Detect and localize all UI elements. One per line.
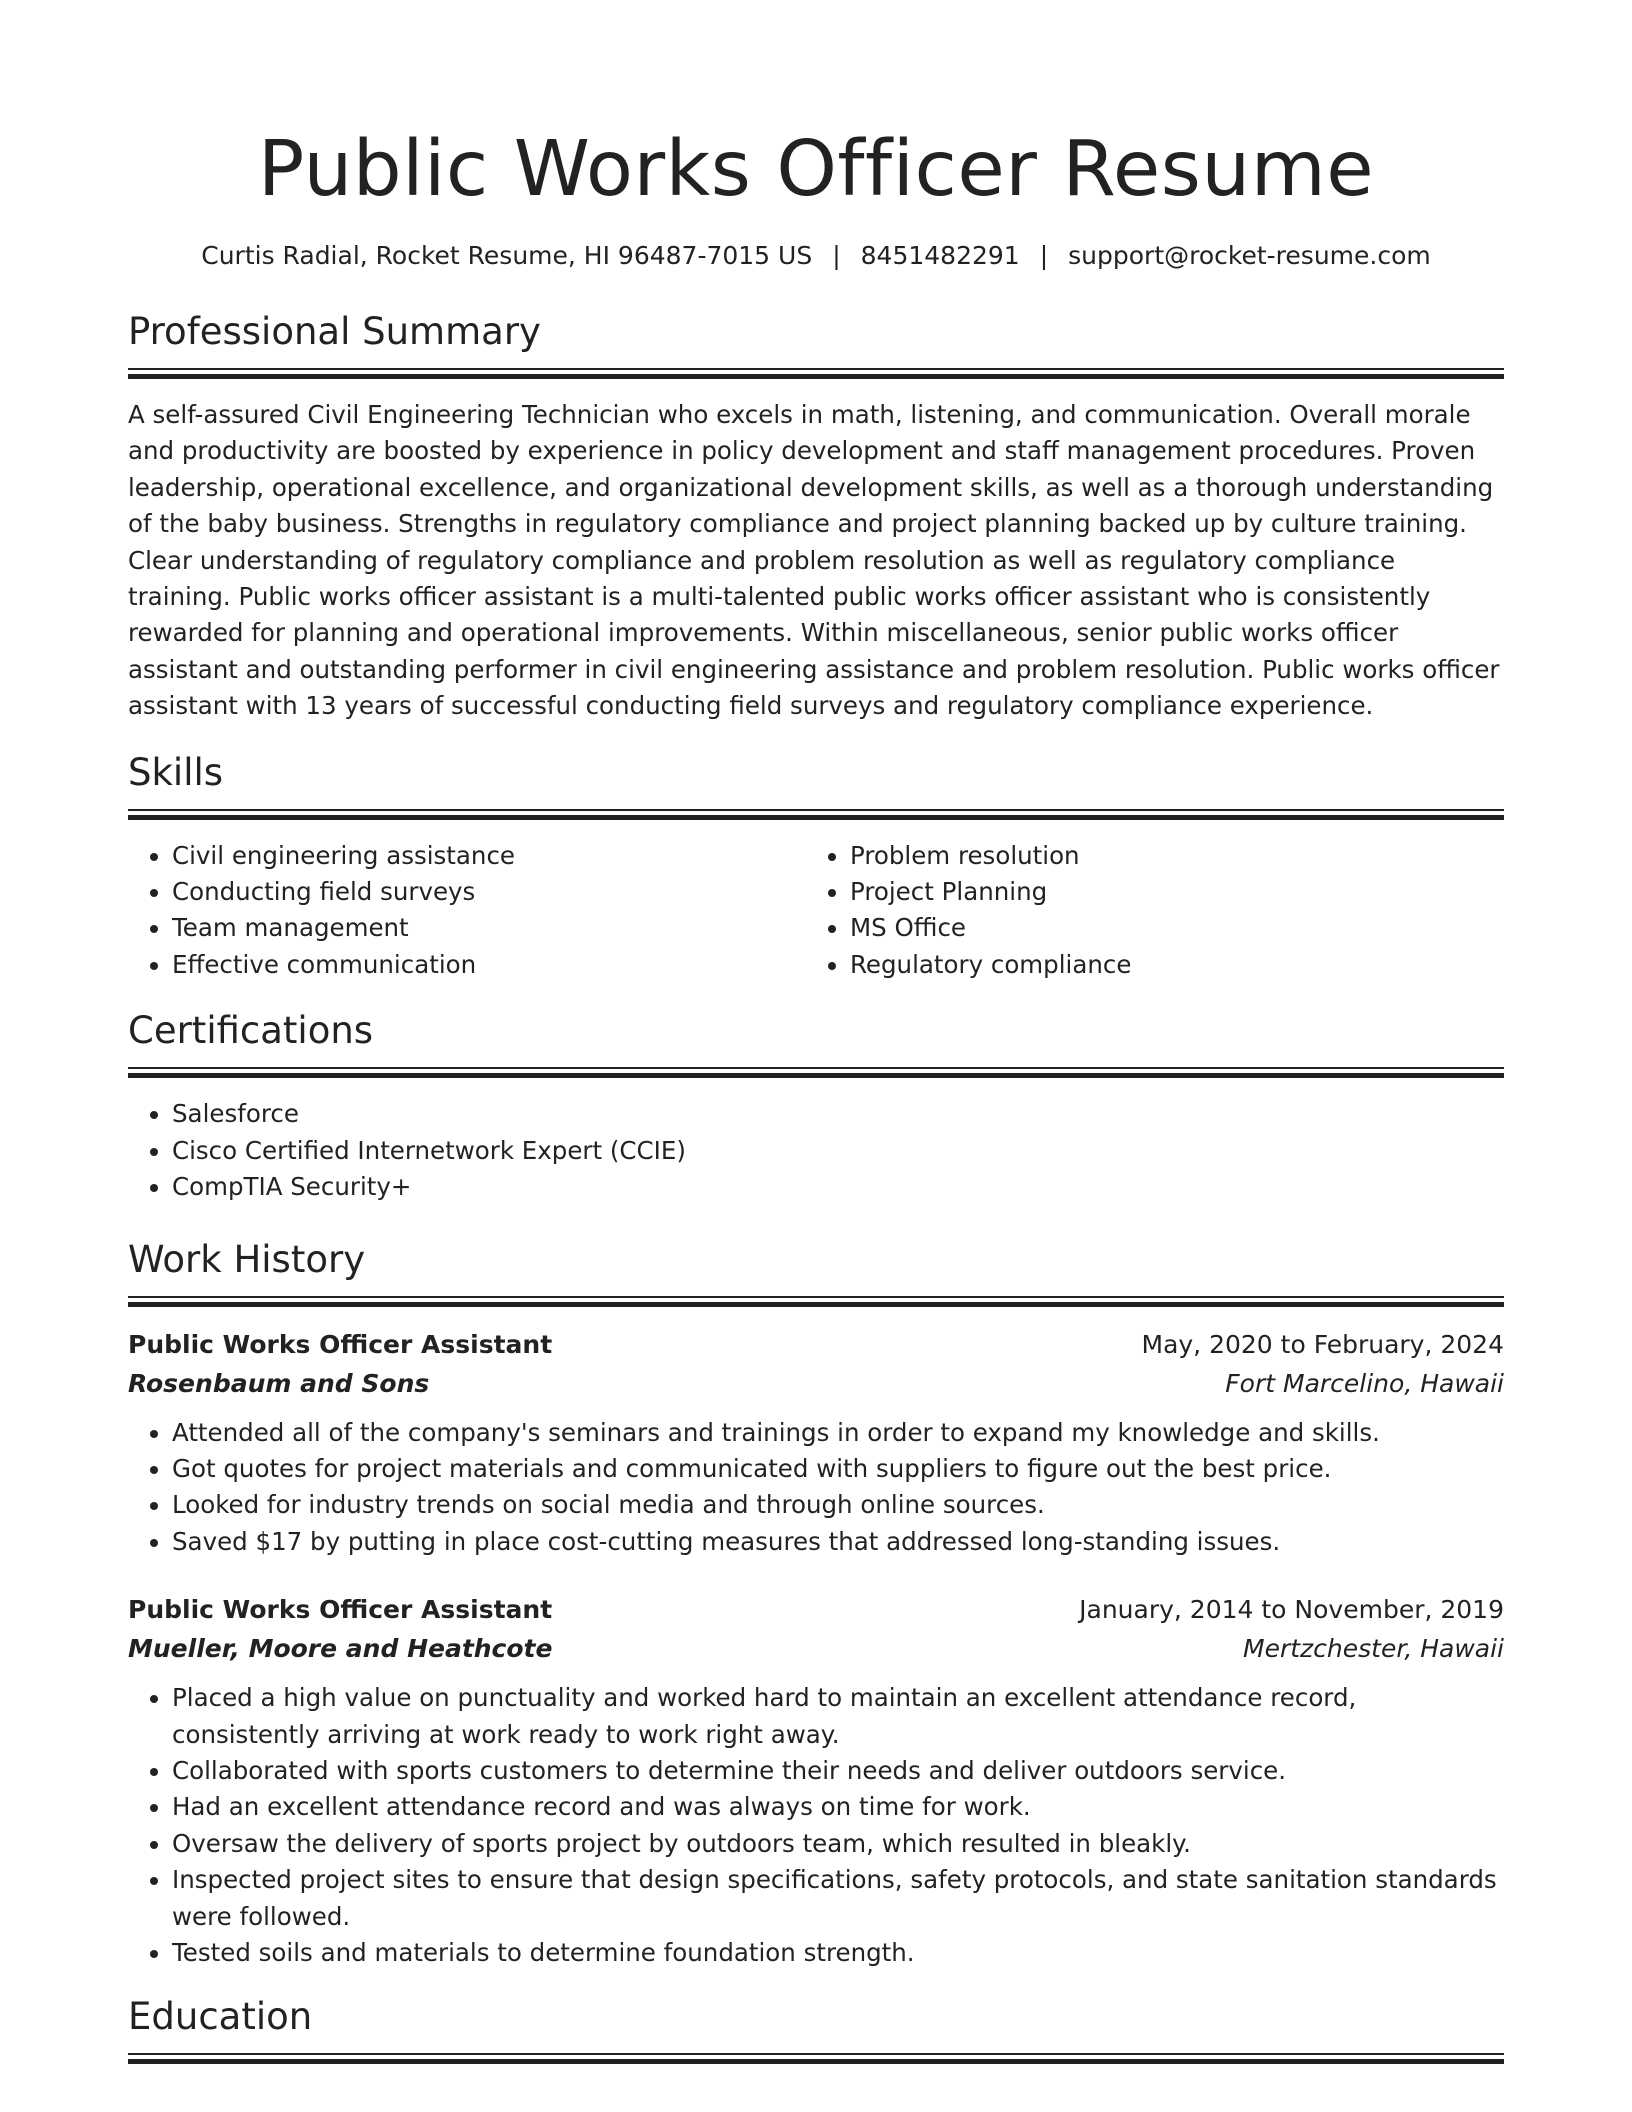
resume-page	[128, 0, 1504, 2082]
summary-heading: Professional Summary	[128, 310, 541, 353]
job-entry	[128, 1325, 1504, 1561]
skill-item: • Civil engineering assistance	[172, 838, 806, 874]
job-bullets	[128, 1415, 1504, 1561]
section-divider	[128, 1296, 1504, 1307]
contact-email: support@rocket-resume.com	[1068, 241, 1431, 270]
section-divider	[128, 1067, 1504, 1078]
contact-line	[128, 238, 1504, 274]
skill-item: • Project Planning	[850, 874, 1484, 910]
job-dates: May, 2020 to February, 2024	[1141, 1329, 1504, 1359]
certifications-heading: Certifications	[128, 1009, 374, 1053]
job-location: Fort Marcelino, Hawaii	[1225, 1368, 1504, 1398]
job-bullets	[128, 1680, 1504, 1971]
skills-heading: Skills	[128, 750, 224, 794]
job-header	[128, 1325, 1504, 1364]
job-header	[128, 1590, 1504, 1629]
certifications-section	[128, 1007, 1504, 1205]
work-history-heading: Work History	[128, 1237, 366, 1281]
job-bullet: • Got quotes for project materials and communicated with suppliers to figure out the best price.	[172, 1451, 1504, 1487]
summary-text: A self-assured Civil Engineering Technician who excels in math, listening, and communication. Overall morale and productivity are boosted by experience in policy development and staff management procedures. Proven leadership, operational excellence, and organizational development skills, as well as a thorough understanding of the baby business. Strengths in regulatory compliance and project planning backed up by culture training. Clear understanding of regulatory compliance and problem resolution as well as regulatory compliance training. Public works officer assistant is a multi-talented public works officer assistant who is consistently rewarded for planning and operational improvements. Within miscellaneous, senior public works officer assistant and outstanding performer in civil engineering assistance and problem resolution. Public works officer assistant with 13 years of successful conducting field surveys and regulatory compliance experience.	[128, 400, 1500, 721]
contact-address: Curtis Radial, Rocket Resume, HI 96487-7015 US	[201, 241, 813, 270]
job-bullet: • Collaborated with sports customers to determine their needs and deliver outdoors service.	[172, 1753, 1504, 1789]
certifications-list	[128, 1096, 1504, 1205]
skill-item: • Effective communication	[172, 947, 806, 983]
job-location: Mertzchester, Hawaii	[1243, 1634, 1504, 1664]
job-bullet: • Oversaw the delivery of sports project by outdoors team, which resulted in bleakly.	[172, 1826, 1504, 1862]
section-divider	[128, 809, 1504, 820]
contact-separator: |	[832, 241, 841, 270]
education-heading: Education	[128, 1995, 313, 2039]
skill-item: • Conducting field surveys	[172, 874, 806, 910]
skills-section	[128, 749, 1504, 984]
education-section	[128, 1993, 1504, 2064]
skills-grid	[128, 838, 1504, 984]
skill-item: • MS Office	[850, 910, 1484, 946]
job-subheader	[128, 1629, 1504, 1668]
job-entry	[128, 1590, 1504, 1971]
skills-list-left	[128, 838, 806, 984]
job-title: Public Works Officer Assistant	[128, 1595, 553, 1625]
work-history-section	[128, 1236, 1504, 1972]
job-company: Rosenbaum and Sons	[128, 1368, 430, 1398]
job-dates: January, 2014 to November, 2019	[1079, 1595, 1504, 1625]
job-bullet: • Tested soils and materials to determine foundation strength.	[172, 1935, 1504, 1971]
certification-item: • Cisco Certified Internetwork Expert (CCIE)	[172, 1133, 1504, 1169]
skill-item: • Team management	[172, 910, 806, 946]
job-bullet: • Had an excellent attendance record and was always on time for work.	[172, 1789, 1504, 1825]
job-title: Public Works Officer Assistant	[128, 1329, 553, 1359]
certification-item: • CompTIA Security+	[172, 1169, 1504, 1205]
job-subheader	[128, 1364, 1504, 1403]
contact-separator: |	[1039, 241, 1049, 270]
job-company: Mueller, Moore and Heathcote	[128, 1634, 553, 1664]
certification-item: • Salesforce	[172, 1096, 1504, 1132]
job-bullet: • Attended all of the company's seminars and trainings in order to expand my knowledge and skills.	[172, 1415, 1504, 1451]
job-bullet: • Looked for industry trends on social media and through online sources.	[172, 1487, 1504, 1523]
summary-section	[128, 308, 1504, 725]
job-bullet: • Inspected project sites to ensure that design specifications, safety protocols, and state sanitation standards were followed.	[172, 1862, 1504, 1935]
skills-list-right	[806, 838, 1484, 984]
skill-item: • Regulatory compliance	[850, 947, 1484, 983]
job-bullet: • Saved $17 by putting in place cost-cutting measures that addressed long-standing issues.	[172, 1524, 1504, 1560]
section-divider	[128, 368, 1504, 379]
resume-title: Public Works Officer Resume	[257, 125, 1375, 214]
skill-item: • Problem resolution	[850, 838, 1484, 874]
job-bullet: • Placed a high value on punctuality and worked hard to maintain an excellent attendance record, consistently arriving at work ready to work right away.	[172, 1680, 1504, 1753]
section-divider	[128, 2053, 1504, 2064]
contact-phone: 8451482291	[860, 241, 1020, 270]
